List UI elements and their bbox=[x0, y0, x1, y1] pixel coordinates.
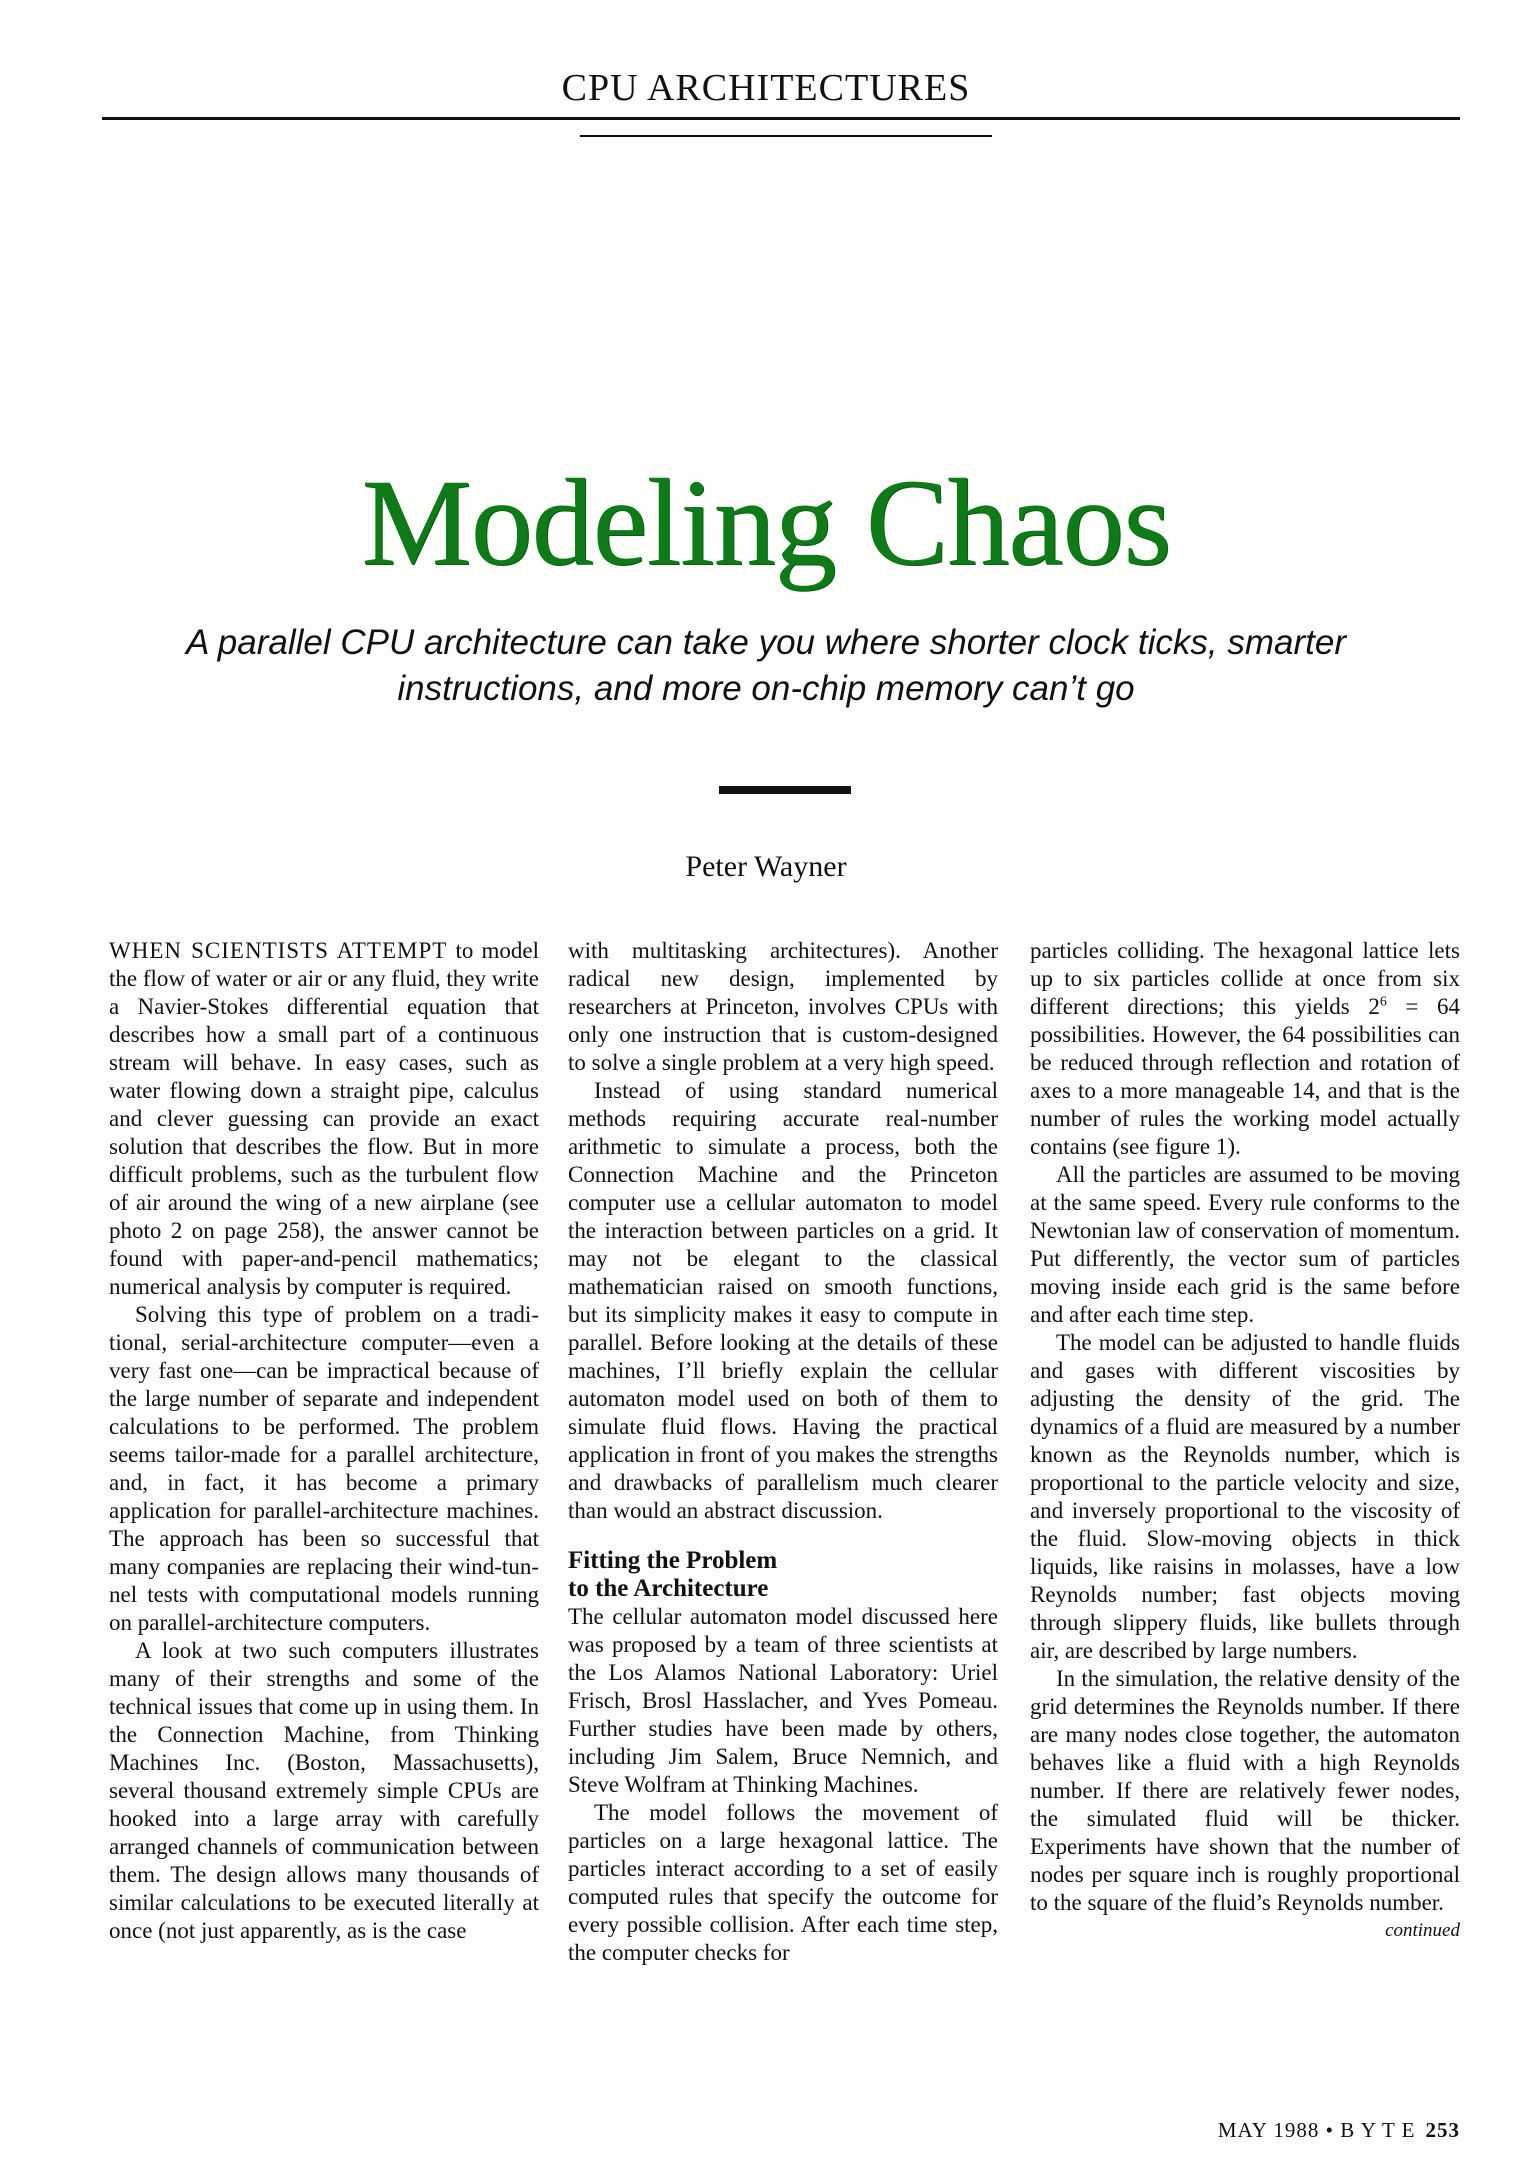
continued-note: continued bbox=[1385, 1920, 1460, 1941]
article-title: Modeling Chaos bbox=[361, 454, 1171, 591]
column-3 bbox=[1030, 937, 1460, 1945]
divider-bar bbox=[719, 786, 851, 794]
section-subhead bbox=[568, 1547, 998, 1603]
page-footer bbox=[1218, 2118, 1460, 2143]
subhead-line: to the Architecture bbox=[568, 1575, 769, 1602]
header-rule bbox=[102, 117, 1460, 120]
section-underline bbox=[580, 135, 992, 137]
paragraph-text: particles colliding. The hexagonal lattice lets up to six particles collide at once from six different directions; this yields 2 bbox=[1030, 938, 1460, 1019]
paragraph-text: = 64 possibilities. However, the 64 possibilities can be reduced through reflection and rotation of axes to a more manageable 14, and that is the number of rules the working model actually contains (see figure 1). bbox=[1030, 994, 1460, 1159]
paragraph bbox=[1030, 937, 1460, 1161]
paragraph: The model follows the movement of particles on a large hexagonal lattice. The particles interact according to a set of easily computed rules that specify the outcome for every possible collision. After each time step, the computer checks for bbox=[568, 1800, 998, 1965]
page-number: 253 bbox=[1425, 2118, 1460, 2142]
issue-label: MAY 1988 • B Y T E bbox=[1217, 2118, 1416, 2142]
paragraph: with multitasking architectures). Another radical new design, implemented by researchers at Princeton, involves CPUs with only one instruction that is custom-designed to solve a single problem at a very high speed. bbox=[568, 938, 998, 1075]
paragraph: The model can be adjusted to handle fluids and gases with different viscosities by adjusting the density of the grid. The dynamics of a fluid are measured by a number known as the Reynolds number, which is proportional to the particle velocity and size, and inversely proportional to the viscosity of the fluid. Slow-moving objects in thick liquids, like raisins in molasses, have a low Reynolds number; fast objects moving through slippery fluids, like bullets through air, are described by large numbers. bbox=[1030, 1330, 1460, 1663]
column-1 bbox=[109, 937, 539, 1945]
paragraph: In the simulation, the relative density of the grid determines the Reynolds number. If there are many nodes close together, the automaton behaves like a fluid with a high Reynolds number. If there are relatively fewer nodes, the simulated fluid will be thicker. Experiments have shown that the number of nodes per square inch is roughly proportional to the square of the fluid’s Reynolds number. bbox=[1030, 1666, 1460, 1915]
lead-in: WHEN SCIENTISTS ATTEMPT bbox=[109, 938, 448, 963]
paragraph: Instead of using standard numerical methods requiring accurate real-number arithmetic to simulate a process, both the Connection Machine and the Princeton computer use a cellular automaton to model the interaction between particles on a grid. It may not be elegant to the classical mathematician raised on smooth functions, but its simplicity makes it easy to compute in parallel. Before looking at the details of these machines, I’ll briefly explain the cellular automaton model used on both of them to simulate fluid flows. Having the practical application in front of you makes the strengths and drawbacks of parallelism much clearer than would an abstract discussion. bbox=[568, 1078, 998, 1523]
paragraph bbox=[109, 937, 539, 1301]
section-label: CPU ARCHITECTURES bbox=[561, 67, 971, 109]
paragraph: The cellular automaton model discussed here was proposed by a team of three scientists at the Los Alamos National Laboratory: Uriel Frisch, Brosl Hasslacher, and Yves Pomeau. Further studies have been made by others, including Jim Salem, Bruce Nemnich, and Steve Wolfram at Thinking Machines. bbox=[568, 1604, 998, 1797]
subhead-line: Fitting the Problem bbox=[568, 1547, 778, 1574]
byline: Peter Wayner bbox=[685, 850, 847, 883]
paragraph-text: to model the flow of water or air or any fluid, they write a Navier-Stokes differential equation that describes how a small part of a continuous stream will behave. In easy cases, such as water flowing down a straight pipe, calculus and clever guessing can provide an exact solution that describes the flow. But in more difficult problems, such as the turbulent flow of air around the wing of a new airplane (see photo 2 on page 258), the answer cannot be found with paper-and-pencil mathematics; numerical analysis by computer is required. bbox=[109, 938, 539, 1299]
paragraph: Solving this type of problem on a traditional, serial-architecture computer—even a very fast one—can be impractical because of the large number of separate and independent calculations to be performed. The problem seems tailor-made for a parallel architecture, and, in fact, it has become a primary application for parallel-architecture machines. The approach has been so successful that many companies are replacing their wind-tunnel tests with computational models running on parallel-architecture computers. bbox=[109, 1302, 539, 1635]
paragraph: All the particles are assumed to be moving at the same speed. Every rule conforms to the Newtonian law of conservation of momentum. Put differently, the vector sum of particles moving inside each grid is the same before and after each time step. bbox=[1030, 1162, 1460, 1327]
exponent: 6 bbox=[1379, 994, 1387, 1010]
article-subtitle: A parallel CPU architecture can take you where shorter clock ticks, smarter instructions, and more on-chip memory can’t go bbox=[186, 623, 1346, 708]
paragraph: A look at two such computers illustrates many of their strengths and some of the technical issues that come up in using them. In the Connection Machine, from Thinking Machines Inc. (Boston, Massachusetts), several thousand extremely simple CPUs are hooked into a large array with carefully arranged channels of communication between them. The design allows many thousands of similar calculations to be executed literally at once (not just apparently, as is the case bbox=[109, 1638, 539, 1943]
column-2 bbox=[568, 937, 998, 1967]
